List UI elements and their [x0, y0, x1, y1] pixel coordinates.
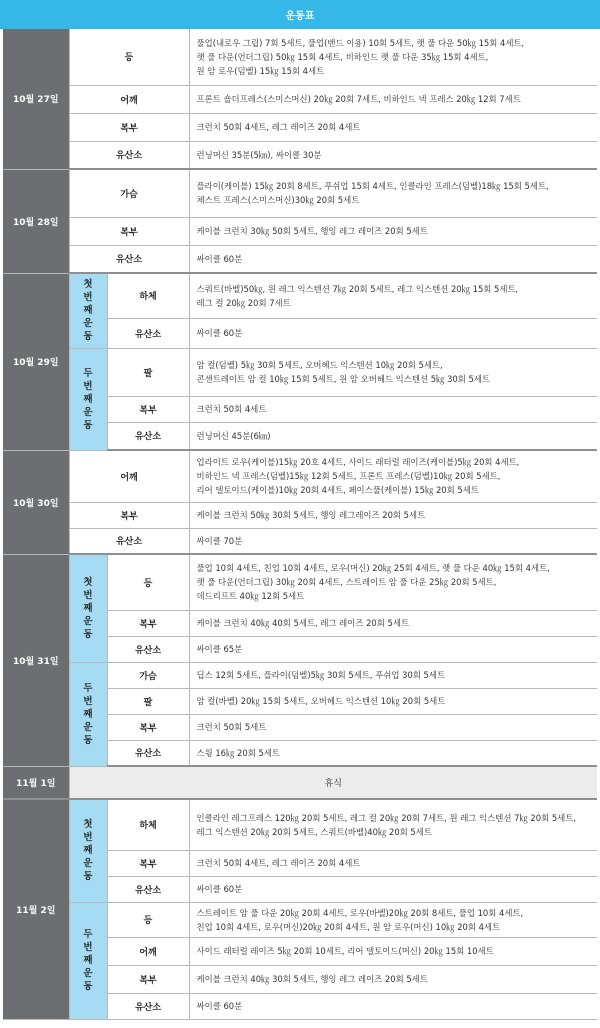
exercise-detail-cell: 암 컬(덤벨) 5㎏ 30회 5세트, 오버헤드 익스텐션 10㎏ 20회 5세트, 콘센트레이트 암 컬 10㎏ 15회 5세트, 원 암 오버헤드 익스텐션 5㎏ 30회 5세트: [189, 348, 597, 396]
body-part-cell: 유산소: [69, 245, 189, 273]
exercise-detail-cell: 싸이클 60분: [189, 245, 597, 273]
body-part-cell: 복부: [107, 850, 189, 876]
table-row: [3, 169, 597, 217]
session-label-char: 동: [83, 981, 93, 992]
table-row: [3, 450, 597, 502]
session-label-char: 째: [83, 393, 93, 405]
session-label-char: 번: [83, 942, 93, 953]
session-label-char: 째: [83, 305, 93, 317]
session-label-cell: [69, 554, 107, 662]
session-label-char: 운: [83, 406, 93, 418]
exercise-detail-cell: 싸이클 60분: [189, 876, 597, 902]
session-label-char: 번: [83, 832, 93, 844]
date-cell: 11월 1일: [3, 766, 69, 799]
body-part-cell: 등: [69, 29, 189, 85]
table-row: [3, 245, 597, 273]
exercise-detail-cell: 런닝머신 35분(5㎞), 싸이클 30분: [189, 141, 597, 169]
body-part-cell: 유산소: [107, 318, 189, 348]
body-part-cell: 복부: [107, 610, 189, 636]
exercise-detail-cell: 싸이클 70분: [189, 528, 597, 554]
schedule-table: [3, 29, 597, 1020]
body-part-cell: 어깨: [69, 85, 189, 113]
exercise-detail-cell: 크런치 50회 4세트, 레그 레이즈 20회 4세트: [189, 850, 597, 876]
table-row: [3, 528, 597, 554]
table-row: [3, 348, 597, 396]
session-label-char: 째: [83, 845, 93, 857]
exercise-detail-cell: 플라이(케이블) 15㎏ 20회 8세트, 푸쉬업 15회 4세트, 인클라인 프레스(덤벨)18㎏ 15회 5세트, 체스트 프레스(스미스머신)30㎏ 20회 5세트: [189, 169, 597, 217]
exercise-detail-cell: 스윙 16㎏ 20회 5세트: [189, 740, 597, 766]
exercise-detail-cell: 런닝머신 45분(6㎞): [189, 422, 597, 450]
exercise-detail-cell: 프론트 숄더프레스(스미스머신) 20㎏ 20회 7세트, 비하인드 넥 프레스 20㎏ 12회 7세트: [189, 85, 597, 113]
body-part-cell: 하체: [107, 273, 189, 318]
session-label-char: 동: [83, 419, 93, 431]
exercise-detail-cell: 싸이클 60분: [189, 318, 597, 348]
session-label-char: 번: [83, 292, 93, 304]
session-label-char: 운: [83, 615, 93, 627]
body-part-cell: 복부: [69, 113, 189, 141]
session-label-char: 동: [83, 628, 93, 640]
exercise-detail-cell: 싸이클 65분: [189, 636, 597, 662]
exercise-detail-cell: 케이블 크런치 50㎏ 30회 5세트, 행잉 레그레이즈 20회 5세트: [189, 502, 597, 528]
body-part-cell: 복부: [107, 396, 189, 422]
session-label-char: 번: [83, 589, 93, 601]
body-part-cell: 등: [107, 902, 189, 937]
date-cell: 11월 2일: [3, 799, 69, 1019]
body-part-cell: 복부: [107, 714, 189, 740]
page-title: 운동표: [0, 0, 600, 29]
session-label-char: 째: [83, 602, 93, 614]
body-part-cell: 유산소: [69, 141, 189, 169]
exercise-detail-cell: 딥스 12회 5세트, 플라이(덤벨)5㎏ 30회 5세트, 푸쉬업 30회 5세트: [189, 662, 597, 688]
session-label-char: 동: [83, 734, 93, 746]
exercise-detail-cell: 풀업 10회 4세트, 친업 10회 4세트, 로우(머신) 20㎏ 25회 4세트, 랫 풀 다운 40㎏ 15회 4세트, 랫 풀 다운(언더그립) 30㎏ 20회 4세트, 스트레이트 암 풀 다운 25㎏ 20회 5세트, 데드리프트 40㎏ 12회 5세트: [189, 554, 597, 610]
exercise-detail-cell: 풀업(내로우 그립) 7회 5세트, 풀업(밴드 이용) 10회 5세트, 랫 풀 다운 50㎏ 15회 4세트, 랫 풀 다운(언더그립) 50㎏ 15회 4세트, 비하인드 랫 풀 다운 35㎏ 15회 4세트, 원 암 로우(덤벨) 15㎏ 15회 4세트: [189, 29, 597, 85]
table-row: [3, 29, 597, 85]
exercise-detail-cell: 암 컬(바벨) 20㎏ 15회 5세트, 오버헤드 익스텐션 10㎏ 20회 5세트: [189, 688, 597, 714]
session-label-char: 운: [83, 721, 93, 733]
session-label-char: 운: [83, 968, 93, 979]
exercise-detail-cell: 스트레이트 암 풀 다운 20㎏ 20회 4세트, 로우(바벨)20㎏ 20회 8세트, 풀업 10회 4세트, 친업 10회 4세트, 로우(머신)20㎏ 20회 4세트, 원 암 로우(머신) 10㎏ 20회 4세트: [189, 902, 597, 937]
body-part-cell: 팔: [107, 688, 189, 714]
session-label-cell: [69, 902, 107, 1019]
table-row: [3, 273, 597, 318]
session-label-cell: [69, 662, 107, 766]
exercise-detail-cell: 크런치 50회 4세트: [189, 396, 597, 422]
exercise-detail-cell: 케이블 크런치 40㎏ 40회 5세트, 레그 레이즈 20회 5세트: [189, 610, 597, 636]
session-label-char: 째: [83, 955, 93, 966]
session-label-char: 운: [83, 858, 93, 870]
exercise-detail-cell: 케이블 크런치 40㎏ 30회 5세트, 행잉 레그 레이즈 20회 5세트: [189, 965, 597, 993]
exercise-detail-cell: 싸이클 60분: [189, 993, 597, 1019]
body-part-cell: 팔: [107, 348, 189, 396]
body-part-cell: 복부: [69, 217, 189, 245]
date-cell: 10월 28일: [3, 169, 69, 273]
session-label-char: 째: [83, 708, 93, 720]
session-label-char: 두: [83, 682, 93, 694]
date-cell: 10월 29일: [3, 273, 69, 450]
body-part-cell: 복부: [69, 502, 189, 528]
table-row: [3, 554, 597, 610]
body-part-cell: 하체: [107, 799, 189, 850]
table-row: [3, 141, 597, 169]
table-row: [3, 85, 597, 113]
exercise-detail-cell: 업라이트 로우(케이블)15㎏ 20호 4세트, 사이드 래터럴 레이즈(케이블)5㎏ 20회 4세트, 비하인드 넥 프레스(덤벨)15㎏ 12회 5세트, 프론트 프레스(덤벨)10㎏ 20회 5세트, 리어 델토이드(케이블)10㎏ 20회 4세트, 페이스풀(케이블) 15㎏ 20회 5세트: [189, 450, 597, 502]
table-row: [3, 217, 597, 245]
exercise-detail-cell: 크런치 50회 5세트: [189, 714, 597, 740]
body-part-cell: 등: [107, 554, 189, 610]
session-label-char: 첫: [83, 576, 93, 588]
table-row-rest-day: [3, 766, 597, 799]
session-label-char: 번: [83, 380, 93, 392]
table-row: [3, 662, 597, 688]
table-row: [3, 799, 597, 850]
date-cell: 10월 27일: [3, 29, 69, 169]
exercise-detail-cell: 사이드 래터럴 레이즈 5㎏ 20회 10세트, 리어 델토이드(머신) 20㎏ 15회 10세트: [189, 937, 597, 965]
date-cell: 10월 31일: [3, 554, 69, 766]
session-label-char: 운: [83, 318, 93, 330]
session-label-char: 동: [83, 871, 93, 883]
session-label-char: 번: [83, 695, 93, 707]
body-part-cell: 유산소: [107, 993, 189, 1019]
exercise-detail-cell: 인클라인 레그프레스 120㎏ 20회 5세트, 레그 컬 20㎏ 20회 7세트, 원 레그 익스텐션 7㎏ 20회 5세트, 레그 익스텐션 20㎏ 20회 5세트, 스쿼트(바벨)40㎏ 20회 5세트: [189, 799, 597, 850]
session-label-char: 동: [83, 331, 93, 343]
session-label-cell: [69, 273, 107, 348]
rest-cell: 휴식: [69, 766, 597, 799]
body-part-cell: 복부: [107, 965, 189, 993]
exercise-detail-cell: 크런치 50회 4세트, 레그 레이즈 20회 4세트: [189, 113, 597, 141]
body-part-cell: 유산소: [107, 422, 189, 450]
session-label-char: 두: [83, 929, 93, 940]
table-row: [3, 902, 597, 937]
body-part-cell: 어깨: [69, 450, 189, 502]
body-part-cell: 가슴: [107, 662, 189, 688]
body-part-cell: 유산소: [69, 528, 189, 554]
table-row: [3, 502, 597, 528]
date-cell: 10월 30일: [3, 450, 69, 554]
session-label-cell: [69, 348, 107, 450]
session-label-char: 첫: [83, 279, 93, 291]
body-part-cell: 유산소: [107, 740, 189, 766]
body-part-cell: 어깨: [107, 937, 189, 965]
session-label-cell: [69, 799, 107, 902]
exercise-detail-cell: 스쿼트(바벨)50㎏, 원 레그 익스텐션 7㎏ 20회 5세트, 레그 익스텐션 20㎏ 15회 5세트, 레그 컬 20㎏ 20회 7세트: [189, 273, 597, 318]
body-part-cell: 유산소: [107, 636, 189, 662]
session-label-char: 첫: [83, 819, 93, 831]
body-part-cell: 가슴: [69, 169, 189, 217]
exercise-detail-cell: 케이블 크런치 30㎏ 50회 5세트, 행잉 레그 레이즈 20회 5세트: [189, 217, 597, 245]
table-row: [3, 113, 597, 141]
session-label-char: 두: [83, 367, 93, 379]
body-part-cell: 유산소: [107, 876, 189, 902]
